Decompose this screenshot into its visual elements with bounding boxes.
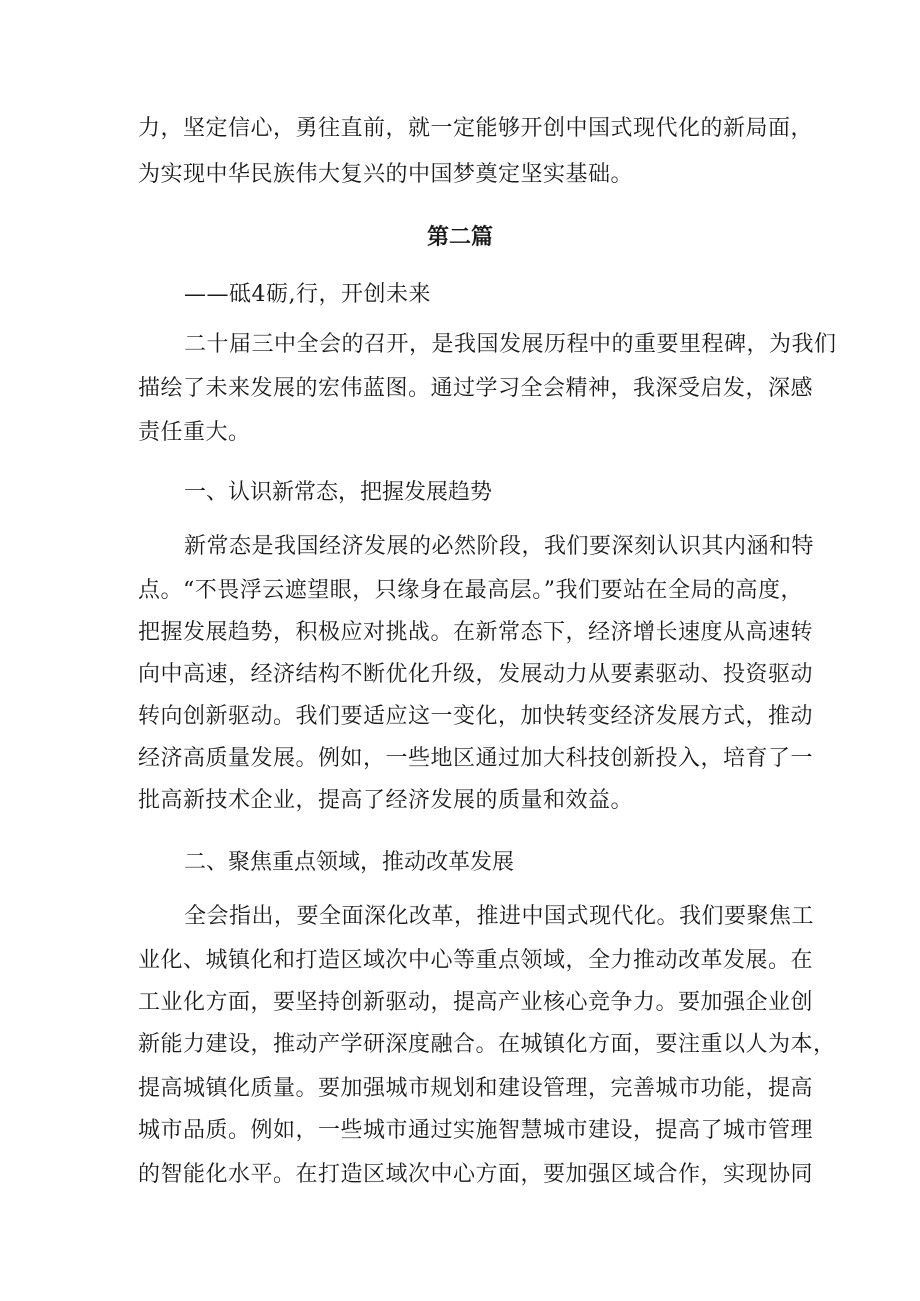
para2-line-5: 转向创新驱动。我们要适应这一变化，加快转变经济发展方式，推动 xyxy=(138,704,814,729)
heading-1: 一、认识新常态，把握发展趋势 xyxy=(184,480,493,505)
para2-line-2: 点。“不畏浮云遮望眼，只缘身在最高层。”我们要站在全局的高度， xyxy=(138,578,803,603)
para1-line-3: 责任重大。 xyxy=(138,420,251,445)
para3-line-4: 新能力建设，推动产学研深度融合。在城镇化方面，要注重以人为本， xyxy=(138,1032,836,1057)
para2-line-1: 新常态是我国经济发展的必然阶段，我们要深刻认识其内涵和特 xyxy=(184,534,815,559)
para3-line-7: 的智能化水平。在打造区域次中心方面，要加强区域合作，实现协同 xyxy=(138,1162,814,1187)
heading-2: 二、聚焦重点领域，推动改革发展 xyxy=(184,850,515,875)
para2-line-4: 向中高速，经济结构不断优化升级，发展动力从要素驱动、投资驱动 xyxy=(138,662,814,687)
para1-line-2: 描绘了未来发展的宏伟蓝图。通过学习全会精神，我深受启发，深感 xyxy=(138,376,814,401)
para2-line-3: 把握发展趋势，积极应对挑战。在新常态下，经济增长速度从高速转 xyxy=(138,620,814,645)
para3-line-6: 城市品质。例如，一些城市通过实施智慧城市建设，提高了城市管理 xyxy=(138,1118,814,1143)
para3-line-2: 业化、城镇化和打造区域次中心等重点领域，全力推动改革发展。在 xyxy=(138,948,814,973)
section-title: 第二篇 xyxy=(426,224,493,250)
para2-line-7: 批高新技术企业，提高了经济发展的质量和效益。 xyxy=(138,788,634,813)
para2-line-6: 经济高质量发展。例如，一些地区通过加大科技创新投入，培育了一 xyxy=(138,746,814,771)
para3-line-5: 提高城镇化质量。要加强城市规划和建设管理，完善城市功能，提高 xyxy=(138,1076,814,1101)
intro-line-2: 为实现中华民族伟大复兴的中国梦奠定坚实基础。 xyxy=(138,162,634,187)
para1-line-1: 二十届三中全会的召开，是我国发展历程中的重要里程碑，为我们 xyxy=(184,332,837,357)
subtitle: ——砥4砺,行，开创未来 xyxy=(184,282,431,307)
intro-line-1: 力，坚定信心，勇往直前，就一定能够开创中国式现代化的新局面， xyxy=(138,116,814,141)
para3-line-1: 全会指出，要全面深化改革，推进中国式现代化。我们要聚焦工 xyxy=(184,904,815,929)
para3-line-3: 工业化方面，要坚持创新驱动，提高产业核心竞争力。要加强企业创 xyxy=(138,990,814,1015)
